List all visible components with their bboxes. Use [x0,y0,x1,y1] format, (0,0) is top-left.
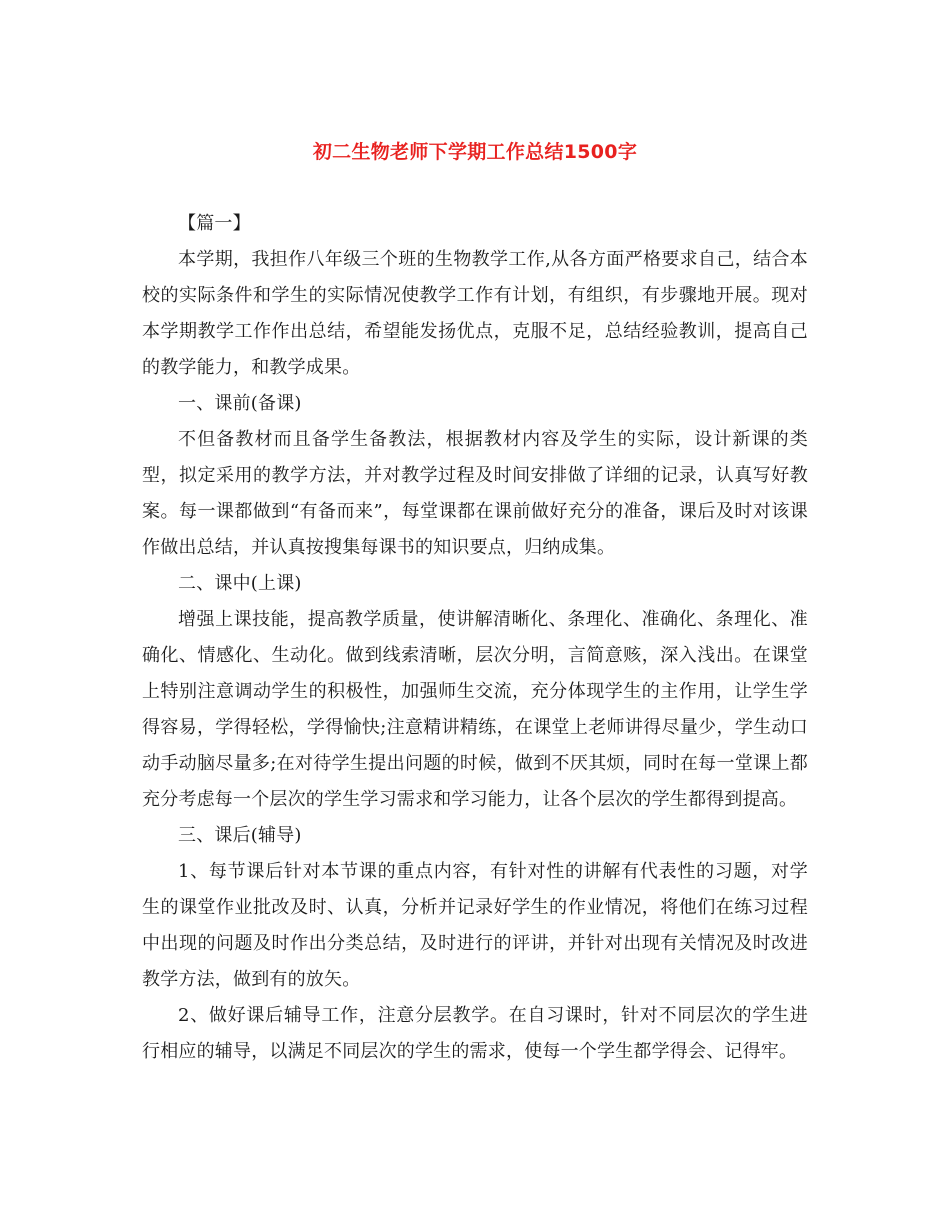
paragraph-after-class-1: 1、每节课后针对本节课的重点内容，有针对性的讲解有代表性的习题，对学生的课堂作业批改及时、认真，分析并记录好学生的作业情况，将他们在练习过程中出现的问题及时作出分类总结，及时进行的评讲，并针对出现有关情况及时改进教学方法，做到有的放矢。 [142,861,808,990]
document-title: 初二生物老师下学期工作总结1500字 [312,141,638,163]
document-body [142,206,808,1070]
section-heading-in-class: 二、课中(上课) [178,573,302,594]
paragraph-after-class-2: 2、做好课后辅导工作，注意分层教学。在自习课时，针对不同层次的学生进行相应的辅导，以满足不同层次的学生的需求，使每一个学生都学得会、记得牢。 [142,1005,808,1062]
section-heading-before-class: 一、课前(备课) [178,393,302,414]
section-marker: 【篇一】 [178,213,251,234]
paragraph-before-class: 不但备教材而且备学生备教法，根据教材内容及学生的实际，设计新课的类型，拟定采用的教学方法，并对教学过程及时间安排做了详细的记录，认真写好教案。每一课都做到“有备而来”，每堂课都在课前做好充分的准备，课后及时对该课作做出总结，并认真按搜集每课书的知识要点，归纳成集。 [142,429,808,558]
section-heading-after-class: 三、课后(辅导) [178,825,302,846]
intro-paragraph: 本学期，我担作八年级三个班的生物教学工作,从各方面严格要求自己，结合本校的实际条件和学生的实际情况使教学工作有计划，有组织，有步骤地开展。现对本学期教学工作作出总结，希望能发扬优点，克服不足，总结经验教训，提高自己的教学能力，和教学成果。 [142,249,808,378]
paragraph-in-class: 增强上课技能，提高教学质量，使讲解清晰化、条理化、准确化、条理化、准确化、情感化、生动化。做到线索清晰，层次分明，言简意赅，深入浅出。在课堂上特别注意调动学生的积极性，加强师生交流，充分体现学生的主作用，让学生学得容易，学得轻松，学得愉快;注意精讲精练，在课堂上老师讲得尽量少，学生动口动手动脑尽量多;在对待学生提出问题的时候，做到不厌其烦，同时在每一堂课上都充分考虑每一个层次的学生学习需求和学习能力，让各个层次的学生都得到提高。 [142,609,808,810]
